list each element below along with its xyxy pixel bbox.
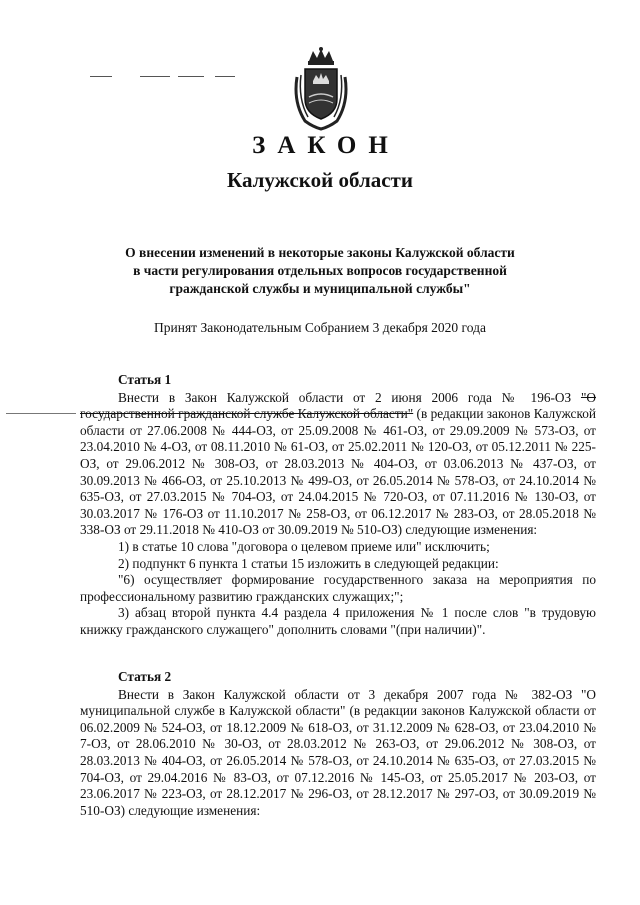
- scan-mark: [178, 76, 204, 77]
- scan-mark: [90, 76, 112, 77]
- list-item: 2) подпункт 6 пункта 1 статьи 15 изложить в следующей редакции:: [118, 555, 499, 571]
- article-1: [80, 372, 596, 639]
- quoted-text: "6) осуществляет формирование государственного заказа на мероприятия по профессиональному развитию гражданских служащих;";: [80, 572, 596, 604]
- list-item: 3) абзац второй пункта 4.4 раздела 4 приложения № 1 после слов "в трудовую книжку гражданского служащего" дополнить словами "(при наличии)".: [80, 605, 596, 637]
- scan-mark: [215, 76, 235, 77]
- article-paragraph: [80, 390, 596, 539]
- law-subject: [120, 244, 520, 298]
- article-heading: Статья 1: [118, 372, 172, 387]
- article-2: [80, 669, 596, 819]
- issuing-region: Калужской области: [227, 168, 413, 192]
- adoption-line: Принят Законодательным Собранием 3 декабря 2020 года: [154, 320, 486, 335]
- scan-mark: [140, 76, 170, 77]
- scan-mark: [6, 413, 76, 414]
- subject-line: О внесении изменений в некоторые законы Калужской области: [125, 245, 515, 260]
- intro-text: (в редакции законов Калужской области от 27.06.2008 № 444-ОЗ, от 25.09.2008 № 461-ОЗ, от 29.09.2009 № 573-ОЗ, от 23.04.2010 № 4-ОЗ, от 08.11.2010 № 61-ОЗ, от 25.02.2011 № 120-ОЗ, от 05.12.2011 № 225-ОЗ, от 29.06.2012 № 308-ОЗ, от 28.03.2013 № 404-ОЗ, от 03.06.2013 № 437-ОЗ, от 30.09.2013 № 466-ОЗ, от 25.10.2013 № 499-ОЗ, от 26.05.2014 № 578-ОЗ, от 24.10.2014 № 635-ОЗ, от 27.03.2015 № 704-ОЗ, от 24.04.2015 № 720-ОЗ, от 07.11.2016 № 130-ОЗ, от 30.03.2017 № 176-ОЗ от 11.10.2017 № 258-ОЗ, от 06.12.2017 № 283-ОЗ, от 28.05.2018 № 338-ОЗ от 29.11.2018 № 410-ОЗ от 30.09.2019 № 510-ОЗ) следующие изменения:: [80, 406, 596, 538]
- article-paragraph: Внести в Закон Калужской области от 3 декабря 2007 года № 382-ОЗ "О муниципальной службе в Калужской области" (в редакции законов Калужской области от 06.02.2009 № 524-ОЗ, от 18.12.2009 № 618-ОЗ, от 31.12.2009 № 628-ОЗ, от 23.04.2010 № 7-ОЗ, от 28.06.2010 № 30-ОЗ, от 28.03.2012 № 263-ОЗ, от 29.06.2012 № 308-ОЗ, от 28.03.2013 № 404-ОЗ, от 26.05.2014 № 578-ОЗ, от 24.10.2014 № 635-ОЗ, от 27.03.2015 № 704-ОЗ, от 29.04.2016 № 83-ОЗ, от 07.12.2016 № 145-ОЗ, от 25.05.2017 № 203-ОЗ, от 23.06.2017 № 223-ОЗ, от 28.12.2017 № 296-ОЗ, от 28.12.2017 № 297-ОЗ, от 30.09.2019 № 510-ОЗ) следующие изменения:: [80, 686, 596, 818]
- coat-of-arms-icon: [289, 47, 353, 131]
- law-name: "О государственной гражданской службе Калужской области": [80, 389, 596, 422]
- subject-line: гражданской службы и муниципальной службы": [169, 281, 471, 296]
- intro-text: Внести в Закон Калужской области от 2 июня 2006 года № 196-ОЗ: [118, 389, 581, 405]
- list-item: 1) в статье 10 слова "договора о целевом приеме или" исключить;: [118, 538, 490, 554]
- document-type-title: ЗАКОН: [252, 132, 400, 159]
- subject-line: в части регулирования отдельных вопросов государственной: [133, 263, 507, 278]
- article-heading: Статья 2: [118, 669, 172, 684]
